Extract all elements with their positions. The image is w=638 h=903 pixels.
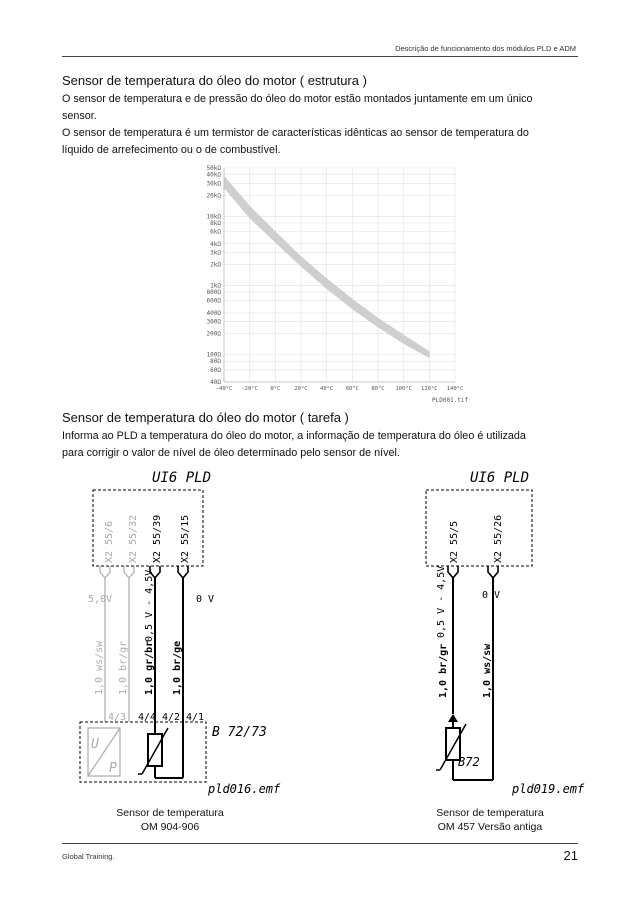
diagram-right — [426, 470, 585, 796]
module-box-right — [426, 490, 532, 566]
transducer-letter: U — [91, 737, 99, 752]
page-number: 21 — [563, 848, 578, 863]
chart-x-tick-label: 100°C — [395, 386, 412, 392]
wire-label: 1,0 br/gr — [438, 643, 449, 698]
chart-x-tick-labels — [216, 386, 464, 392]
voltage-label: 0 V — [482, 590, 501, 601]
header-rule — [62, 56, 578, 57]
caption-line: OM 457 Versão antiga — [437, 821, 543, 833]
chart-x-tick-label: 40°C — [320, 386, 334, 392]
caption-line: Sensor de temperatura — [436, 807, 544, 819]
caption-line: Sensor de temperatura — [116, 807, 224, 819]
chart-y-tick-label: 8kΩ — [210, 219, 221, 227]
chart-y-tick-label: 100Ω — [206, 351, 221, 359]
chart-y-tick-label: 300Ω — [206, 318, 221, 326]
chart-y-tick-label: 1kΩ — [210, 282, 221, 290]
chart-y-tick-label: 4kΩ — [210, 240, 221, 248]
connector-symbol — [178, 566, 188, 578]
voltage-label: 5,0V — [88, 594, 113, 605]
paragraph-line: O sensor de temperatura é um termistor de características idênticas ao sensor de temperatura do — [62, 127, 529, 139]
file-label-left: pld016.emf — [208, 782, 281, 796]
chart-x-tick-label: 60°C — [345, 386, 359, 392]
module-label-left: UI6 PLD — [152, 470, 212, 486]
voltage-label: 0,5 V - 4,5V — [144, 569, 155, 642]
sensor-pin-label: 4/4 — [138, 712, 157, 723]
chart-y-tick-label: 3kΩ — [210, 249, 221, 257]
component-label-right: B72 — [458, 755, 480, 769]
section1-title: Sensor de temperatura do óleo do motor ( estrutura ) — [62, 73, 367, 88]
chart-y-tick-label: 200Ω — [206, 330, 221, 338]
chart-y-tick-label: 6kΩ — [210, 228, 221, 236]
footer-text: Global Training. — [62, 852, 115, 861]
section2-text — [62, 428, 582, 462]
footer-rule — [62, 843, 578, 844]
section2-title: Sensor de temperatura do óleo do motor ( tarefa ) — [62, 410, 349, 425]
chart-x-tick-label: -40°C — [215, 386, 233, 392]
transducer-letter: P — [109, 761, 117, 776]
wire-label: 1,0 br/ge — [172, 640, 183, 695]
chart-y-tick-label: 50kΩ — [206, 165, 221, 172]
paragraph-line: líquido de arrefecimento ou o de combustível. — [62, 144, 281, 156]
wire-label: 1,0 ws/sw — [482, 643, 493, 698]
section1-text — [62, 91, 582, 159]
chart-y-tick-label: 800Ω — [206, 289, 221, 297]
chart-figure-id: PLD001.tif — [432, 397, 469, 404]
wire-label: 1,0 br/gr — [118, 640, 129, 695]
wire-label: 1,0 ws/sw — [94, 640, 105, 695]
chart-y-tick-label: 2kΩ — [210, 261, 221, 269]
sensor-pin-label: 4/1 — [186, 712, 205, 723]
chart-x-tick-label: -20°C — [241, 386, 258, 392]
chart-y-tick-label: 60Ω — [210, 366, 221, 374]
caption-line: OM 904-906 — [140, 821, 200, 833]
connector-symbol — [124, 566, 134, 578]
chart-y-tick-label: 20kΩ — [206, 192, 221, 200]
chart-y-tick-label: 600Ω — [206, 297, 221, 305]
chart-y-tick-label: 40Ω — [210, 379, 221, 386]
paragraph-line: Informa ao PLD a temperatura do óleo do motor, a informação de temperatura do óleo é utilizada — [62, 430, 526, 442]
chart-y-tick-label: 40kΩ — [206, 171, 221, 179]
caption-left — [90, 806, 250, 834]
connector-symbol — [448, 566, 458, 578]
page-header: Descrição de funcionamento dos módulos PLD e ADM — [395, 44, 576, 53]
chart-y-tick-label: 10kΩ — [206, 213, 221, 221]
pin-label: X2 55/39 — [152, 514, 163, 563]
wire-label: 1,0 gr/br — [144, 640, 155, 695]
resistance-temperature-chart — [170, 160, 470, 406]
caption-right — [410, 806, 570, 834]
pin-label: X2 55/15 — [180, 514, 191, 563]
paragraph-line: sensor. — [62, 110, 97, 122]
module-label-right: UI6 PLD — [470, 470, 530, 486]
voltage-label: 0,5 V - 4,5V — [436, 565, 447, 638]
chart-x-tick-label: 20°C — [294, 386, 308, 392]
pin-label: X2 55/26 — [493, 514, 504, 563]
pin-label: X2 55/5 — [449, 520, 460, 563]
paragraph-line: O sensor de temperatura e de pressão do óleo do motor estão montados juntamente em um único — [62, 93, 533, 105]
connector-symbol — [488, 566, 498, 578]
chart-y-tick-label: 80Ω — [210, 358, 221, 366]
chart-y-tick-label: 30kΩ — [206, 180, 221, 188]
paragraph-line: para corrigir o valor de nível de óleo determinado pelo sensor de nível. — [62, 447, 400, 459]
voltage-label: 0 V — [196, 594, 215, 605]
chart-x-tick-label: 120°C — [421, 386, 438, 392]
wiring-diagrams — [0, 460, 638, 840]
arrow-symbol — [448, 714, 458, 722]
chart-y-tick-label: 400Ω — [206, 309, 221, 317]
chart-x-tick-label: 80°C — [371, 386, 385, 392]
sensor-pin-label: 4/2 — [162, 712, 181, 723]
component-label-left: B 72/73 — [212, 725, 267, 740]
pin-label: X2 55/6 — [104, 520, 115, 563]
connector-symbol — [100, 566, 110, 578]
file-label-right: pld019.emf — [512, 782, 585, 796]
diagram-left — [80, 470, 281, 796]
pin-label: X2 55/32 — [128, 514, 139, 563]
chart-y-tick-labels — [207, 165, 222, 386]
chart-x-tick-label: 0°C — [270, 386, 281, 392]
sensor-pin-label: 4/3 — [108, 712, 127, 723]
chart-x-tick-label: 140°C — [446, 386, 464, 392]
